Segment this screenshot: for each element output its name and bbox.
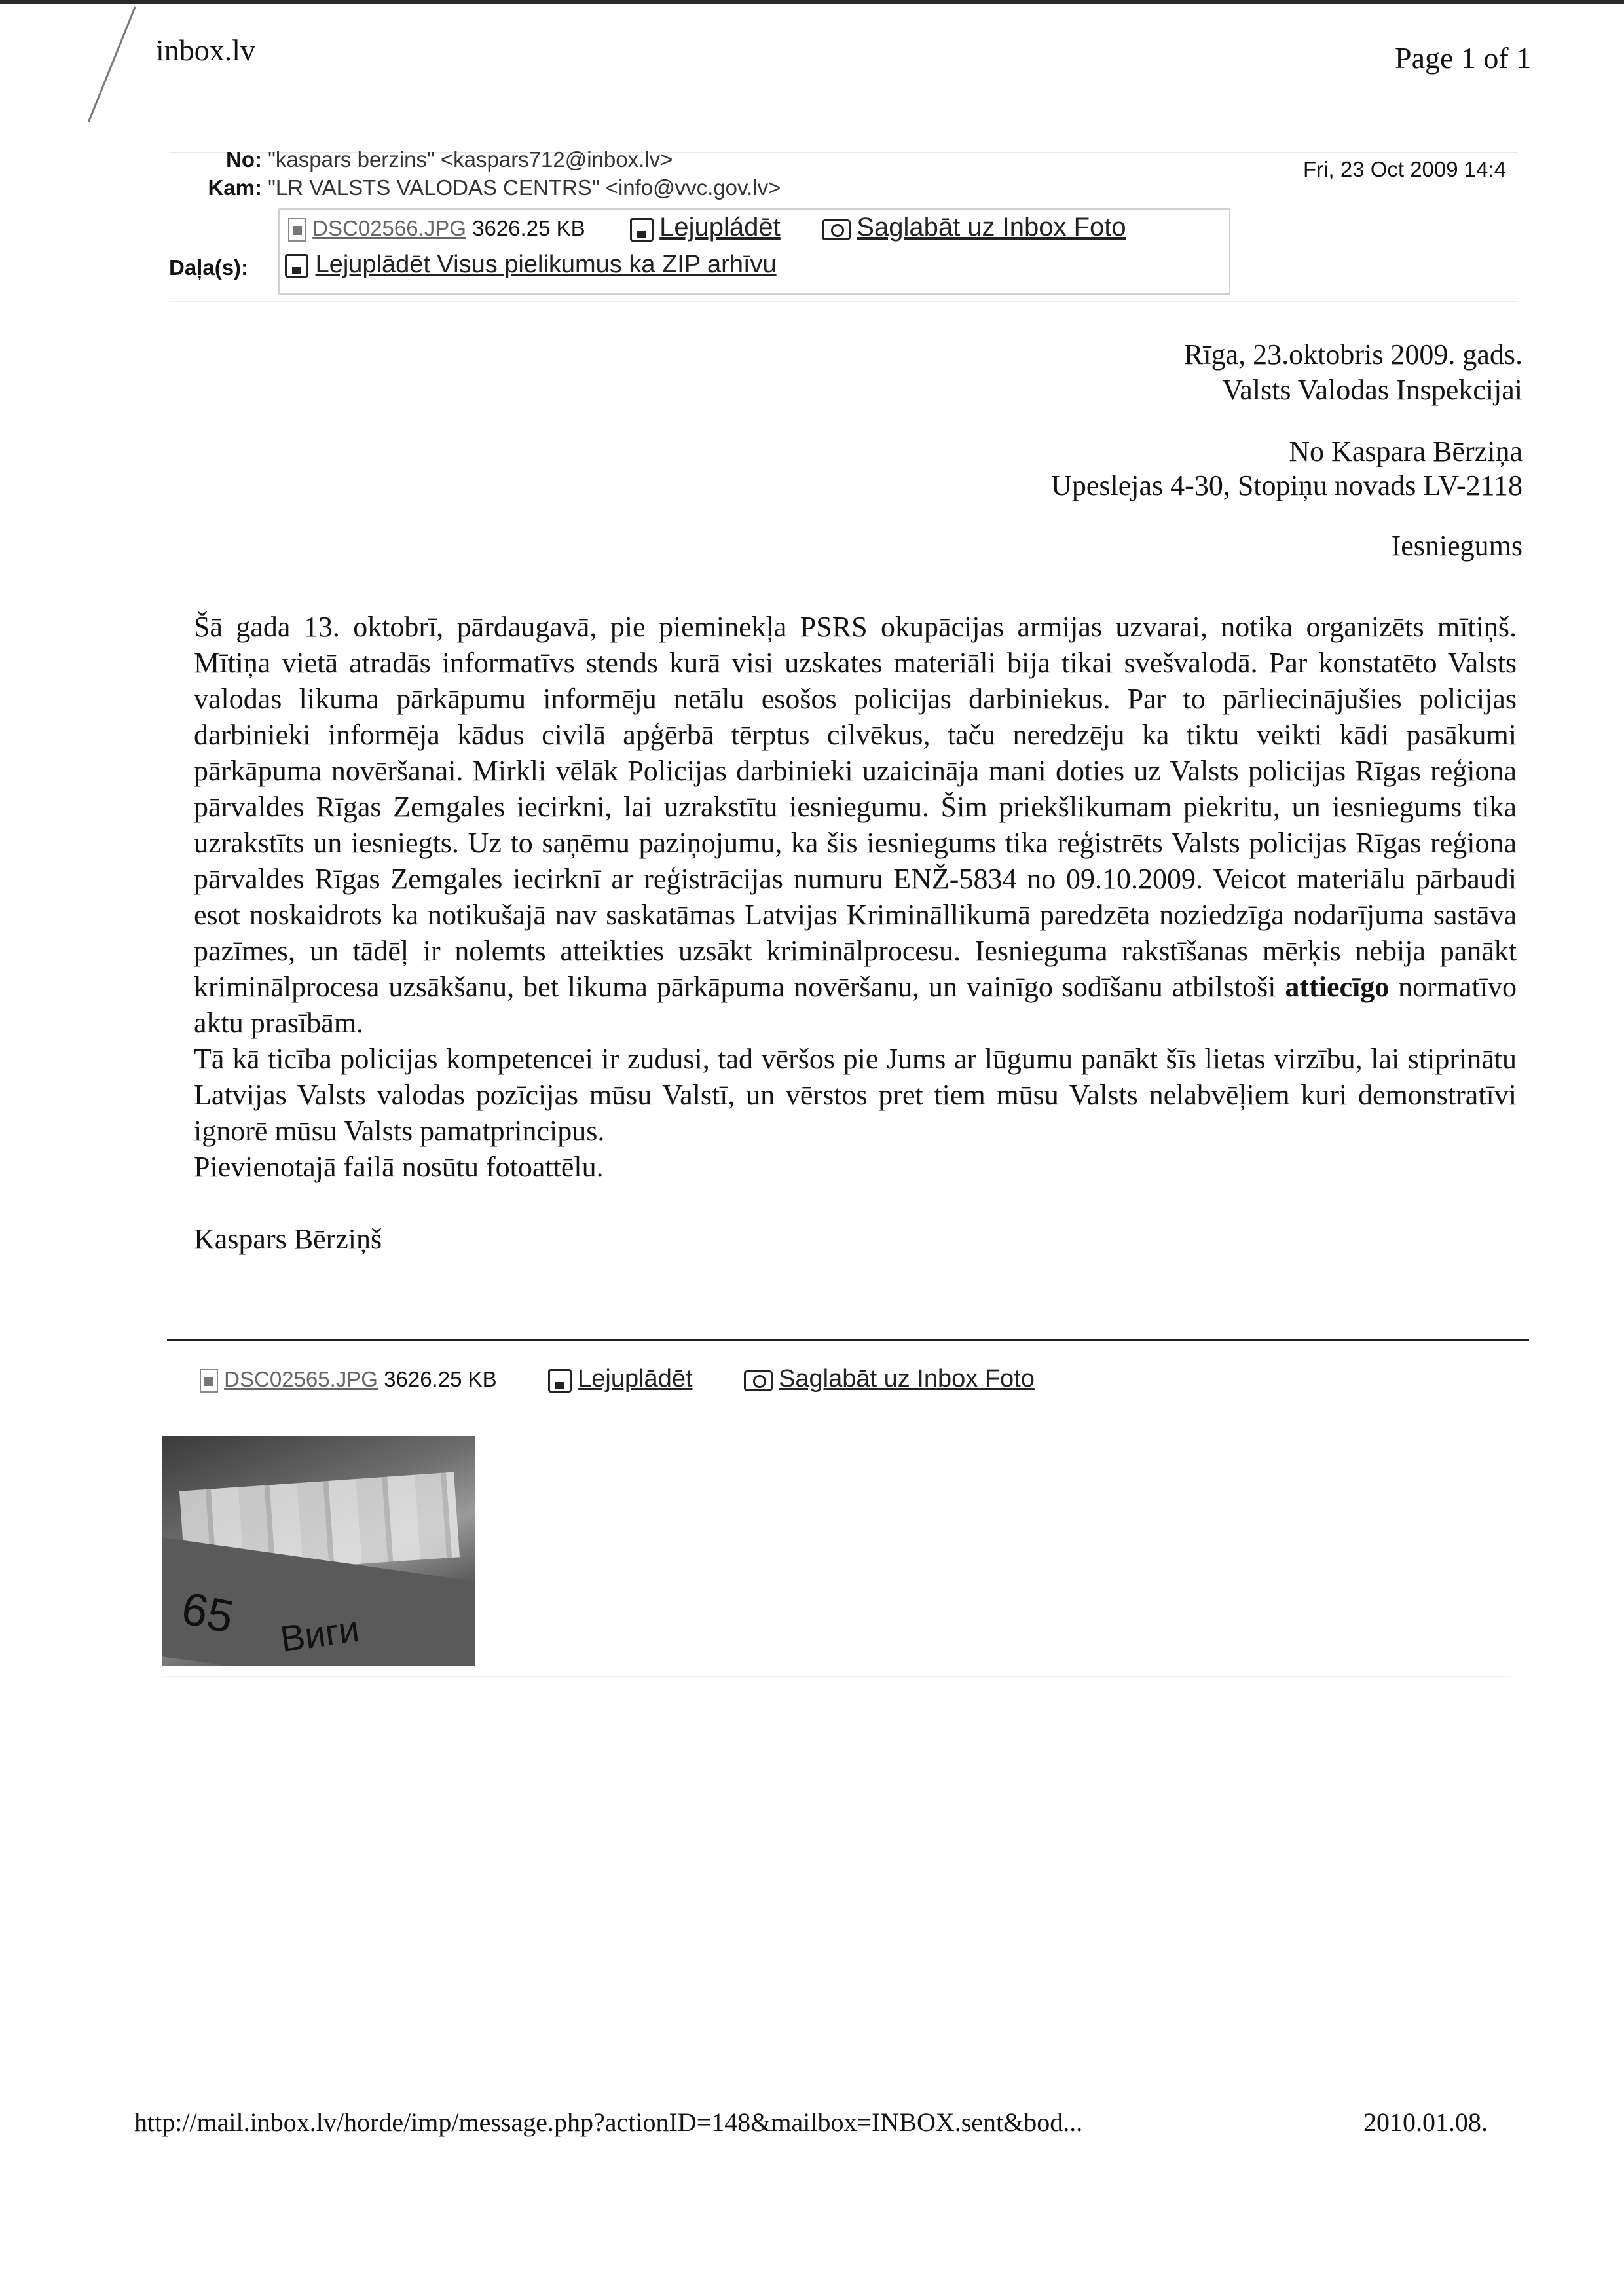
print-header-site: inbox.lv bbox=[156, 33, 256, 67]
place-date: Rīga, 23.oktobris 2009. gads. bbox=[1184, 338, 1522, 371]
photo-word: Виги bbox=[278, 1607, 362, 1660]
bottom-download-link[interactable]: Lejuplādēt bbox=[578, 1365, 693, 1393]
bottom-image-file-icon bbox=[200, 1369, 218, 1393]
download-icon[interactable] bbox=[630, 218, 654, 242]
mail-to-row bbox=[144, 175, 781, 200]
signature: Kaspars Bērziņš bbox=[194, 1223, 382, 1255]
letter-heading bbox=[1051, 338, 1522, 563]
scan-top-edge bbox=[0, 0, 1624, 4]
image-file-icon bbox=[288, 218, 306, 242]
bottom-attachment-filename[interactable]: DSC02565.JPG bbox=[224, 1367, 378, 1391]
bottom-save-to-foto-link[interactable]: Saglabāt uz Inbox Foto bbox=[779, 1365, 1035, 1393]
zip-row bbox=[285, 251, 777, 279]
print-footer-date: 2010.01.08. bbox=[1363, 2107, 1488, 2137]
to-label: Kam: bbox=[208, 175, 262, 200]
photo-number: 65 bbox=[177, 1582, 238, 1643]
from-label: No: bbox=[226, 147, 262, 172]
bottom-download-icon[interactable] bbox=[548, 1369, 572, 1393]
photo-frame-rule bbox=[162, 1676, 1511, 1677]
document-type: Iesniegums bbox=[1391, 530, 1522, 562]
paragraph-attachment-note: Pievienotajā failā nosūtu fotoattēlu. bbox=[194, 1151, 604, 1183]
sender-address: Upeslejas 4-30, Stopiņu novads LV-2118 bbox=[1051, 469, 1522, 501]
paragraph-main bbox=[194, 609, 1517, 1041]
camera-icon[interactable] bbox=[822, 219, 851, 240]
parts-label: Daļa(s): bbox=[169, 255, 249, 280]
bold-word: attiecīgo bbox=[1285, 971, 1390, 1003]
attachment-size: 3626.25 KB bbox=[472, 216, 585, 240]
paragraph-main-text: Šā gada 13. oktobrī, pārdaugavā, pie pieminekļa PSRS okupācijas armijas uzvarai, notika organizēts mītiņš. Mītiņa vietā atradās informatīvs stends kurā visi uzskates materiāli bija tikai svešvalodā. Par konstatēto Valsts valodas likuma pārkāpumu informēju netālu esošos policijas darbiniekus. Par to pārliecinājušies policijas darbinieki informēja kādus civilā apģērbā tērptus cilvēkus, taču neredzēju ka tiktu veikti kādi pasākumi pārkāpuma novēršanai. Mirkli vēlāk Policijas darbinieki uzaicināja mani doties uz Valsts policijas Rīgas reģiona pārvaldes Rīgas Zemgales iecirkni, lai uzrakstītu iesniegumu. Šim priekšlikumam piekritu, un iesniegums tika uzrakstīts un iesniegts. Uz to saņēmu paziņojumu, ka šis iesniegums tika reģistrēts Valsts policijas Rīgas reģiona pārvaldes Rīgas Zemgales iecirknī ar reģistrācijas numuru ENŽ-5834 no 09.10.2009. Veicot materiālu pārbaudi esot noskaidrots ka notikušajā nav saskatāmas Latvijas Krimināllikumā paredzēta noziedzīga nodarījuma sastāva pazīmes, un tādēļ ir nolemts atteikties uzsākt kriminālprocesu. Iesnieguma rakstīšanas mērķis nebija panākt kriminālprocesa uzsākšanu, bet likuma pārkāpuma novēršanu, un vainīgo sodīšanu atbilstoši bbox=[194, 611, 1517, 1003]
bottom-attachment-size: 3626.25 KB bbox=[384, 1367, 497, 1391]
bottom-camera-icon[interactable] bbox=[744, 1370, 773, 1391]
print-footer-url: http://mail.inbox.lv/horde/imp/message.php?actionID=148&mailbox=INBOX.sent&bod... bbox=[134, 2107, 1083, 2137]
save-to-foto-link[interactable]: Saglabāt uz Inbox Foto bbox=[857, 213, 1126, 242]
recipient: Valsts Valodas Inspekcijai bbox=[1222, 374, 1522, 406]
letter-body bbox=[194, 609, 1517, 1257]
attachment-filename[interactable]: DSC02566.JPG bbox=[312, 216, 466, 240]
attachment-photo-thumbnail[interactable] bbox=[162, 1436, 475, 1666]
paragraph-main-end: normatīvo aktu prasībām. bbox=[194, 971, 1517, 1039]
bottom-attachment-row bbox=[200, 1365, 1035, 1393]
attachment-row bbox=[288, 213, 1126, 242]
to-value[interactable]: "LR VALSTS VALODAS CENTRS" <info@vvc.gov.lv> bbox=[268, 175, 781, 200]
mail-body-top-rule bbox=[169, 301, 1518, 302]
attachment-separator bbox=[167, 1339, 1529, 1341]
scan-fold-line bbox=[88, 6, 136, 122]
sender-name: No Kaspara Bērziņa bbox=[1289, 435, 1522, 467]
zip-download-icon[interactable] bbox=[285, 254, 308, 278]
mail-from-row bbox=[144, 147, 673, 172]
mail-date: Fri, 23 Oct 2009 14:4 bbox=[1303, 157, 1507, 181]
from-value[interactable]: "kaspars berzins" <kaspars712@inbox.lv> bbox=[268, 147, 673, 172]
zip-download-link[interactable]: Lejuplādēt Visus pielikumus ka ZIP arhīvu bbox=[315, 251, 777, 278]
download-link[interactable]: Lejupládēt bbox=[659, 213, 781, 242]
print-header-page: Page 1 of 1 bbox=[1395, 41, 1532, 75]
paragraph-request: Tā kā ticība policijas kompetencei ir zudusi, tad vēršos pie Jums ar lūgumu panākt šīs lietas virzību, lai stiprinātu Latvijas Valsts valodas pozīcijas mūsu Valstī, un vērstos pret tiem mūsu Valsts nelabvēļiem kuri demonstratīvi ignorē mūsu Valsts pamatprincipus. bbox=[194, 1043, 1517, 1147]
